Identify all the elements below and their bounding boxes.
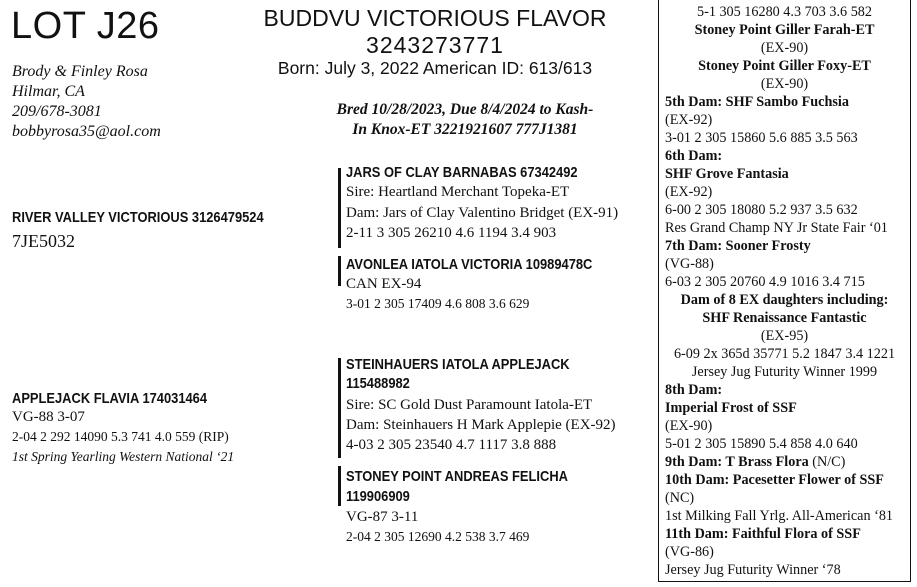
- pedigree-line: (EX-90): [665, 418, 713, 434]
- pedigree-line: 9th Dam: T Brass Flora: [665, 454, 809, 470]
- dam-sire-sire: Sire: SC Gold Dust Paramount Iatola-ET: [346, 397, 593, 413]
- dam-record: 2-04 2 292 14090 5.3 741 4.0 559 (RIP): [12, 429, 229, 444]
- pedigree-line: 6-09 2x 365d 35771 5.2 1847 3.4 1221: [673, 346, 896, 362]
- breeding-line-1: Bred 10/28/2023, Due 8/4/2024 to Kash-: [336, 101, 594, 118]
- sire-sire-sire: Sire: Heartland Merchant Topeka-ET: [346, 184, 570, 200]
- dam-sire-dam: Dam: Steinhauers H Mark Applepie (EX-92): [346, 417, 616, 433]
- pedigree-line: 6-03 2 305 20760 4.9 1016 3.4 715: [665, 274, 865, 290]
- sire-sire-name: JARS OF CLAY BARNABAS 67342492: [346, 164, 578, 181]
- pedigree-line: SHF Renaissance Fantastic: [702, 310, 867, 326]
- pedigree-line: 5th Dam: SHF Sambo Fuchsia: [665, 94, 849, 110]
- sire-dam-classification: CAN EX-94: [346, 276, 422, 292]
- dam-classification: VG-88 3-07: [12, 409, 85, 425]
- dam-dam-classification: VG-87 3-11: [346, 509, 419, 525]
- owner-name: Brody & Finley Rosa: [12, 63, 148, 80]
- dam-dam-name-line-2: 119906909: [346, 488, 410, 505]
- pedigree-line: (EX-92): [665, 112, 713, 128]
- pedigree-line: 11th Dam: Faithful Flora of SSF: [665, 526, 861, 542]
- pedigree-line: (EX-90): [760, 76, 809, 92]
- owner-phone: 209/678-3081: [12, 103, 102, 120]
- pedigree-line: 5-01 2 305 15890 5.4 858 4.0 640: [665, 436, 858, 452]
- pedigree-line: (NC): [665, 490, 695, 506]
- sire-name: RIVER VALLEY VICTORIOUS 3126479524: [12, 209, 264, 226]
- pedigree-line: Res Grand Champ NY Jr State Fair ‘01: [665, 220, 888, 236]
- pedigree-bracket: [338, 358, 341, 458]
- pedigree-line: 8th Dam:: [665, 382, 723, 398]
- pedigree-bracket: [338, 256, 341, 286]
- owner-email: bobbyrosa35@aol.com: [12, 123, 161, 140]
- pedigree-line: 5-1 305 16280 4.3 703 3.6 582: [697, 4, 872, 20]
- sire-code: 7JE5032: [12, 231, 75, 251]
- pedigree-line: 3-01 2 305 15860 5.6 885 3.5 563: [665, 130, 858, 146]
- pedigree-line: (VG-88): [665, 256, 714, 272]
- pedigree-line: 1st Milking Fall Yrlg. All-American ‘81: [665, 508, 894, 524]
- pedigree-bracket: [338, 168, 341, 248]
- pedigree-line: (EX-95): [760, 328, 809, 344]
- pedigree-line: (EX-90): [760, 40, 809, 56]
- pedigree-line: Dam of 8 EX daughters including:: [680, 292, 889, 308]
- dam-sire-name-line-1: STEINHAUERS IATOLA APPLEJACK: [346, 356, 570, 373]
- sire-dam-record: 3-01 2 305 17409 4.6 808 3.6 629: [346, 296, 530, 311]
- pedigree-bracket: [338, 466, 341, 506]
- dam-name: APPLEJACK FLAVIA 174031464: [12, 390, 208, 407]
- pedigree-line: 7th Dam: Sooner Frosty: [665, 238, 811, 254]
- pedigree-line: 6-00 2 305 18080 5.2 937 3.5 632: [665, 202, 858, 218]
- pedigree-line: Jersey Jug Futurity Winner 1999: [691, 364, 878, 380]
- dam-sire-record: 4-03 2 305 23540 4.7 1117 3.8 888: [346, 437, 557, 453]
- dam-sire-name-line-2: 115488982: [346, 375, 410, 392]
- born-line: Born: July 3, 2022 American ID: 613/613: [277, 58, 593, 78]
- pedigree-line: Imperial Frost of SSF: [665, 400, 797, 416]
- dam-dam-name-line-1: STONEY POINT ANDREAS FELICHA: [346, 468, 568, 485]
- pedigree-line: SHF Grove Fantasia: [665, 166, 789, 182]
- pedigree-line: Stoney Point Giller Farah-ET: [694, 22, 875, 38]
- breeding-line-2: In Knox-ET 3221921607 777J1381: [352, 121, 578, 138]
- pedigree-line: 10th Dam: Pacesetter Flower of SSF: [665, 472, 884, 488]
- animal-reg-number: 3243273771: [366, 32, 504, 58]
- dam-award: 1st Spring Yearling Western National ‘21: [12, 449, 235, 464]
- pedigree-line: Stoney Point Giller Foxy-ET: [698, 58, 871, 74]
- pedigree-line: 6th Dam:: [665, 148, 723, 164]
- lot-number: LOT J26: [11, 5, 160, 47]
- pedigree-line: (EX-92): [665, 184, 713, 200]
- pedigree-line: Jersey Jug Futurity Winner ‘78: [665, 562, 841, 578]
- owner-location: Hilmar, CA: [12, 83, 85, 100]
- dam-dam-record: 2-04 2 305 12690 4.2 538 3.7 469: [346, 529, 530, 544]
- pedigree-line-classification: (N/C): [808, 454, 846, 470]
- sire-dam-name: AVONLEA IATOLA VICTORIA 10989478C: [346, 256, 593, 273]
- sire-sire-dam: Dam: Jars of Clay Valentino Bridget (EX-91): [346, 205, 619, 221]
- animal-name: BUDDVU VICTORIOUS FLAVOR: [263, 5, 607, 31]
- sire-sire-record: 2-11 3 305 26210 4.6 1194 3.4 903: [346, 225, 557, 241]
- pedigree-line: (VG-86): [665, 544, 714, 560]
